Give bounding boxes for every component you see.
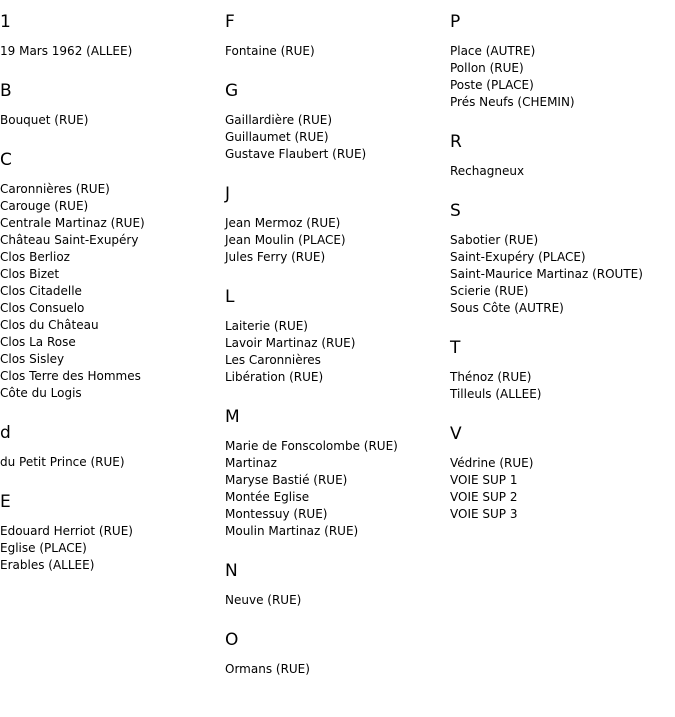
street-link[interactable]: Erables (ALLEE) (0, 558, 95, 572)
street-link[interactable]: Lavoir Martinaz (RUE) (225, 336, 356, 350)
street-link[interactable]: Pollon (RUE) (450, 61, 524, 75)
street-list (450, 232, 675, 317)
street-link[interactable]: Gustave Flaubert (RUE) (225, 147, 367, 161)
street-link[interactable]: Saint-Maurice Martinaz (ROUTE) (450, 267, 643, 281)
street-link[interactable]: Laiterie (RUE) (225, 319, 308, 333)
street-link[interactable]: Bouquet (RUE) (0, 113, 89, 127)
street-list (225, 215, 450, 266)
letter-group (450, 200, 675, 317)
street-link[interactable]: Jean Mermoz (RUE) (225, 216, 341, 230)
street-link[interactable]: Scierie (RUE) (450, 284, 529, 298)
letter-group (225, 11, 450, 60)
letter-group (225, 80, 450, 163)
street-link[interactable]: Neuve (RUE) (225, 593, 302, 607)
street-link[interactable]: Libération (RUE) (225, 370, 324, 384)
letter-group (0, 491, 225, 574)
street-link[interactable]: Védrine (RUE) (450, 456, 534, 470)
street-link[interactable]: Centrale Martinaz (RUE) (0, 216, 145, 230)
index-column-3 (450, 11, 675, 543)
street-list (0, 181, 225, 402)
letter-heading: O (225, 630, 239, 650)
street-link[interactable]: Maryse Bastié (RUE) (225, 473, 348, 487)
street-link[interactable]: Clos Citadelle (0, 284, 82, 298)
letter-group (225, 406, 450, 540)
street-link[interactable]: Clos Bizet (0, 267, 60, 281)
letter-heading: L (225, 287, 235, 307)
street-link[interactable]: Martinaz (225, 456, 277, 470)
street-link[interactable]: Clos Consuelo (0, 301, 85, 315)
street-link[interactable]: Clos Terre des Hommes (0, 369, 141, 383)
street-list (0, 454, 225, 471)
street-list (225, 592, 450, 609)
street-list (225, 43, 450, 60)
street-link[interactable]: Jules Ferry (RUE) (225, 250, 326, 264)
letter-heading: M (225, 407, 240, 427)
street-link[interactable]: Clos Sisley (0, 352, 65, 366)
street-list (225, 318, 450, 386)
street-link[interactable]: Thénoz (RUE) (450, 370, 532, 384)
street-link[interactable]: Montessuy (RUE) (225, 507, 328, 521)
letter-heading: B (0, 81, 12, 101)
street-link[interactable]: Marie de Fonscolombe (RUE) (225, 439, 398, 453)
letter-heading: N (225, 561, 238, 581)
street-link[interactable]: Edouard Herriot (RUE) (0, 524, 133, 538)
street-link[interactable]: Moulin Martinaz (RUE) (225, 524, 359, 538)
index-column-1 (0, 11, 225, 594)
street-link[interactable]: Côte du Logis (0, 386, 82, 400)
letter-heading: F (225, 12, 235, 32)
letter-heading: E (0, 492, 11, 512)
street-link[interactable]: Montée Eglise (225, 490, 310, 504)
street-link[interactable]: Château Saint-Exupéry (0, 233, 139, 247)
street-link[interactable]: Carouge (RUE) (0, 199, 89, 213)
street-link[interactable]: Sabotier (RUE) (450, 233, 539, 247)
letter-group (225, 560, 450, 609)
street-list (0, 43, 225, 60)
street-link[interactable]: Guillaumet (RUE) (225, 130, 329, 144)
letter-heading: d (0, 423, 11, 443)
street-link[interactable]: Les Caronnières (225, 353, 321, 367)
street-link[interactable]: Saint-Exupéry (PLACE) (450, 250, 586, 264)
street-link[interactable]: Prés Neufs (CHEMIN) (450, 95, 575, 109)
street-list (225, 438, 450, 540)
street-link[interactable]: Poste (PLACE) (450, 78, 534, 92)
street-link[interactable]: VOIE SUP 1 (450, 473, 518, 487)
street-link[interactable]: du Petit Prince (RUE) (0, 455, 125, 469)
street-link[interactable]: Eglise (PLACE) (0, 541, 87, 555)
letter-group (225, 286, 450, 386)
letter-group (225, 629, 450, 678)
street-list (450, 43, 675, 111)
street-list (450, 163, 675, 180)
letter-group (450, 337, 675, 403)
street-link[interactable]: VOIE SUP 2 (450, 490, 518, 504)
street-list (450, 455, 675, 523)
letter-group (450, 423, 675, 523)
street-link[interactable]: Gaillardière (RUE) (225, 113, 332, 127)
letter-group (0, 80, 225, 129)
street-link[interactable]: Ormans (RUE) (225, 662, 310, 676)
street-list (450, 369, 675, 403)
street-link[interactable]: Clos La Rose (0, 335, 76, 349)
street-link[interactable]: Sous Côte (AUTRE) (450, 301, 564, 315)
letter-group (225, 183, 450, 266)
letter-group (0, 11, 225, 60)
letter-heading: C (0, 150, 12, 170)
letter-heading: G (225, 81, 239, 101)
street-list (225, 112, 450, 163)
index-column-2 (225, 11, 450, 698)
letter-heading: T (450, 338, 461, 358)
street-link[interactable]: Tilleuls (ALLEE) (450, 387, 542, 401)
letter-group (0, 149, 225, 402)
street-link[interactable]: 19 Mars 1962 (ALLEE) (0, 44, 133, 58)
street-link[interactable]: VOIE SUP 3 (450, 507, 518, 521)
street-link[interactable]: Jean Moulin (PLACE) (225, 233, 346, 247)
letter-heading: V (450, 424, 462, 444)
letter-heading: J (225, 184, 231, 204)
letter-heading: S (450, 201, 461, 221)
street-link[interactable]: Fontaine (RUE) (225, 44, 315, 58)
letter-heading: R (450, 132, 462, 152)
letter-group (450, 11, 675, 111)
street-list (0, 523, 225, 574)
street-link[interactable]: Clos du Château (0, 318, 99, 332)
street-list (225, 661, 450, 678)
street-list (0, 112, 225, 129)
letter-heading: 1 (0, 12, 11, 32)
street-link[interactable]: Rechagneux (450, 164, 525, 178)
letter-group (0, 422, 225, 471)
street-link[interactable]: Place (AUTRE) (450, 44, 536, 58)
letter-group (450, 131, 675, 180)
letter-heading: P (450, 12, 461, 32)
street-link[interactable]: Caronnières (RUE) (0, 182, 110, 196)
street-link[interactable]: Clos Berlioz (0, 250, 70, 264)
